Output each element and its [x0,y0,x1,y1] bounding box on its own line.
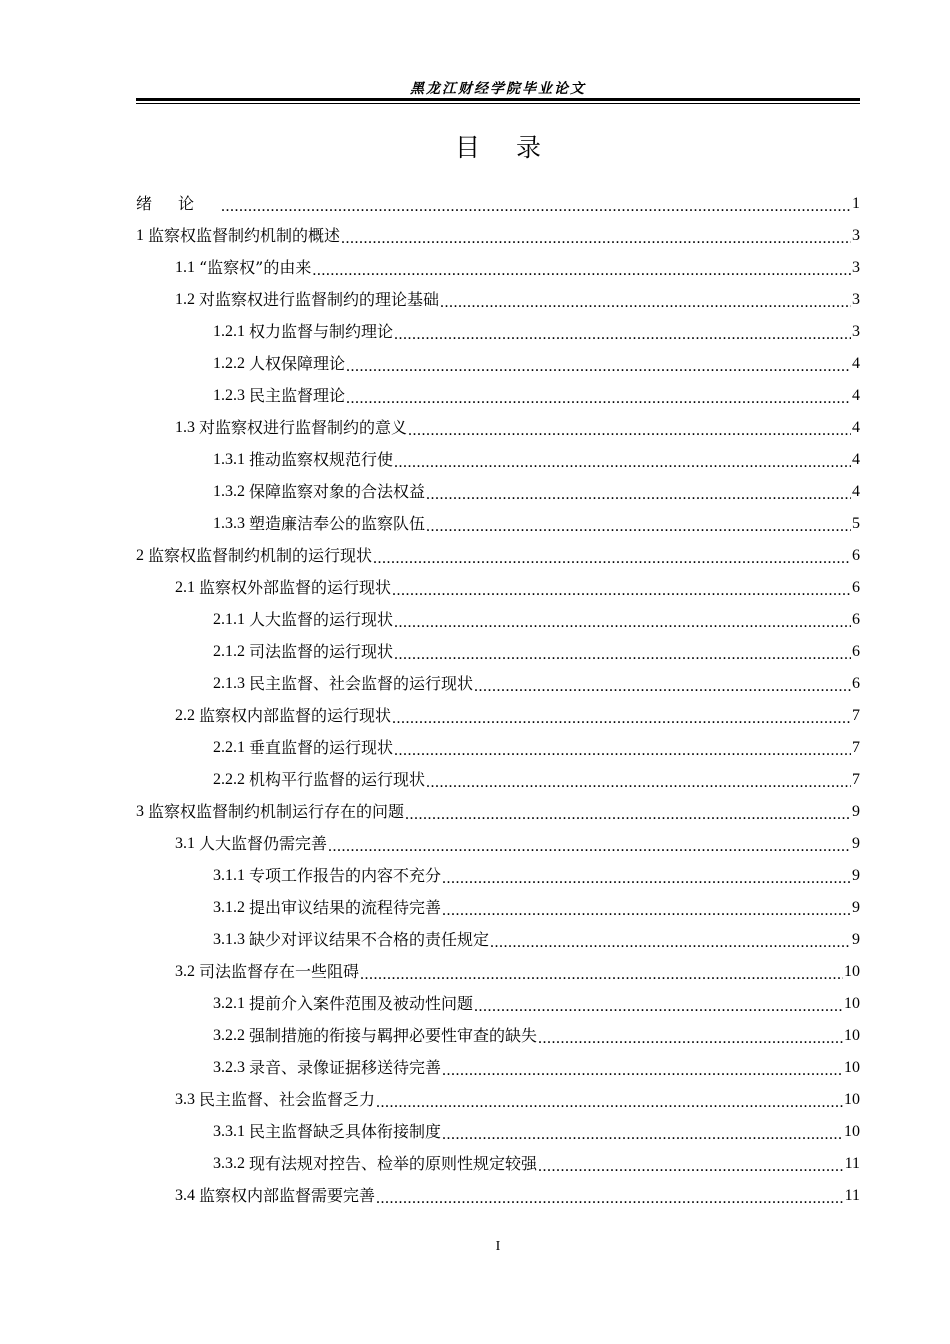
toc-entry[interactable] [136,1116,860,1148]
toc-leader-dots [394,735,851,767]
toc-entry-page: 9 [852,835,860,852]
toc-entry-page: 4 [852,355,860,372]
toc-entry-text: 人权保障理论 [249,354,346,373]
toc-leader-dots [538,1023,843,1055]
toc-entry-text: 民主监督理论 [249,386,346,405]
toc-entry-text: 民主监督缺乏具体衔接制度 [249,1122,442,1141]
toc-entry-page: 4 [852,451,860,468]
toc-entry-number: 3.2.2 [213,1027,249,1044]
toc-entry[interactable] [136,220,860,252]
toc-entry-page: 9 [852,803,860,820]
toc-entry[interactable] [136,1052,860,1084]
toc-entry-page: 10 [844,1059,860,1076]
toc-entry-text: 司法监督的运行现状 [249,642,394,661]
toc-entry[interactable] [136,988,860,1020]
toc-entry-text: 监察权内部监督的运行现状 [199,706,392,725]
toc-entry-number: 3.3.1 [213,1123,249,1140]
toc-entry[interactable] [136,764,860,796]
toc-entry-page: 9 [852,931,860,948]
toc-leader-dots [394,607,851,639]
toc-entry[interactable] [136,668,860,700]
toc-entry[interactable] [136,444,860,476]
toc-entry-number: 3.1.1 [213,867,249,884]
toc-leader-dots [346,351,851,383]
toc-entry[interactable] [136,540,860,572]
toc-entry-text: 推动监察权规范行使 [249,450,394,469]
toc-entry[interactable] [136,252,860,284]
toc-entry-page: 6 [852,611,860,628]
toc-leader-dots [426,767,851,799]
toc-entry-text: 提出审议结果的流程待完善 [249,898,442,917]
toc-entry-text: 缺少对评议结果不合格的责任规定 [249,930,490,949]
toc-leader-dots [394,447,851,479]
toc-entry-page: 3 [852,291,860,308]
toc-entry-page: 6 [852,547,860,564]
page-number: I [495,1239,501,1254]
toc-entry-page: 7 [852,739,860,756]
toc-leader-dots [440,287,851,319]
toc-entry[interactable] [136,1148,860,1180]
toc-entry[interactable] [136,1020,860,1052]
toc-entry-number: 1.3.1 [213,451,249,468]
toc-leader-dots [408,415,851,447]
toc-leader-dots [392,703,851,735]
toc-entry-number: 1.2 [175,291,199,308]
toc-entry-page: 11 [844,1155,860,1172]
toc-entry-page: 6 [852,643,860,660]
toc-entry-number: 2.1.2 [213,643,249,660]
toc-entry[interactable] [136,348,860,380]
toc-entry-text: 录音、录像证据移送待完善 [249,1058,442,1077]
toc-entry-page: 6 [852,675,860,692]
toc-entry[interactable] [136,572,860,604]
toc-entry-text: 现有法规对控告、检举的原则性规定较强 [249,1154,538,1173]
toc-entry-number: 1.1 [175,259,199,276]
toc-entry-number: 2.2.2 [213,771,249,788]
toc-entry-text: 民主监督、社会监督乏力 [199,1090,376,1109]
toc-entry-number: 1.2.1 [213,323,249,340]
toc-entry-number: 3.3.2 [213,1155,249,1172]
toc-entry-number: 1.3.3 [213,515,249,532]
toc-entry-text: 塑造廉洁奉公的监察队伍 [249,514,426,533]
header-rule-thick [136,98,860,101]
toc-entry[interactable] [136,828,860,860]
toc-leader-dots [376,1183,844,1215]
toc-entry-page: 11 [844,1187,860,1204]
toc-entry-number: 2.1.3 [213,675,249,692]
toc-entry-number: 1.3.2 [213,483,249,500]
toc-leader-dots [392,575,851,607]
toc-entry-page: 4 [852,419,860,436]
toc-entry-number: 3.2 [175,963,199,980]
toc-entry-number: 3.1.2 [213,899,249,916]
toc-entry-number: 3.1.3 [213,931,249,948]
toc-entry-text: 人大监督仍需完善 [199,834,328,853]
toc-leader-dots [346,383,851,415]
toc-leader-dots [221,191,851,223]
toc-entry-page: 6 [852,579,860,596]
toc-leader-dots [328,831,851,863]
toc-entry-text: 司法监督存在一些阻碍 [199,962,360,981]
toc-entry-text: 监察权监督制约机制的运行现状 [148,546,373,565]
toc-leader-dots [360,959,843,991]
toc-entry-page: 10 [844,963,860,980]
toc-entry-text: 绪论 [136,194,221,213]
toc-entry-number: 3 [136,803,148,820]
toc-entry-page: 9 [852,867,860,884]
toc-entry-page: 10 [844,995,860,1012]
toc-leader-dots [426,479,851,511]
toc-entry-number: 1.2.2 [213,355,249,372]
toc-entry-text: 民主监督、社会监督的运行现状 [249,674,474,693]
table-of-contents [136,188,860,1212]
toc-entry[interactable] [136,1180,860,1212]
toc-entry-page: 3 [852,259,860,276]
toc-entry[interactable] [136,700,860,732]
document-header: 黑龙江财经学院毕业论文 [410,81,586,97]
toc-entry-text: 对监察权进行监督制约的意义 [199,418,408,437]
toc-leader-dots [376,1087,843,1119]
toc-entry-page: 7 [852,771,860,788]
toc-leader-dots [442,1055,843,1087]
toc-entry-page: 3 [852,323,860,340]
toc-entry-page: 10 [844,1027,860,1044]
toc-entry-number: 1.3 [175,419,199,436]
toc-leader-dots [442,895,851,927]
header-rule-thin [136,103,860,104]
toc-leader-dots [394,639,851,671]
toc-entry-page: 1 [852,195,860,212]
toc-entry-number: 1 [136,227,148,244]
toc-entry[interactable] [136,636,860,668]
toc-entry-number: 2.2 [175,707,199,724]
toc-entry-text: 权力监督与制约理论 [249,322,394,341]
toc-entry-text: 对监察权进行监督制约的理论基础 [199,290,440,309]
toc-entry[interactable] [136,956,860,988]
toc-entry-text: 监察权内部监督需要完善 [199,1186,376,1205]
toc-entry-number: 3.1 [175,835,199,852]
toc-entry-text: 人大监督的运行现状 [249,610,394,629]
toc-entry-page: 4 [852,483,860,500]
toc-entry[interactable] [136,604,860,636]
toc-entry-text: 垂直监督的运行现状 [249,738,394,757]
toc-leader-dots [474,671,851,703]
toc-leader-dots [474,991,843,1023]
toc-entry-page: 10 [844,1123,860,1140]
toc-leader-dots [312,255,851,287]
toc-entry[interactable] [136,284,860,316]
toc-leader-dots [426,511,851,543]
toc-leader-dots [442,1119,843,1151]
toc-entry-number: 3.4 [175,1187,199,1204]
toc-entry-number: 3.2.3 [213,1059,249,1076]
toc-leader-dots [538,1151,844,1183]
toc-entry-text: 监察权外部监督的运行现状 [199,578,392,597]
toc-leader-dots [442,863,851,895]
toc-entry[interactable] [136,924,860,956]
toc-entry[interactable] [136,412,860,444]
toc-leader-dots [373,543,851,575]
toc-entry-text: 专项工作报告的内容不充分 [249,866,442,885]
toc-entry-text: 提前介入案件范围及被动性问题 [249,994,474,1013]
toc-entry-page: 7 [852,707,860,724]
toc-entry[interactable] [136,316,860,348]
toc-entry-number: 3.3 [175,1091,199,1108]
toc-entry-page: 5 [852,515,860,532]
toc-title: 目录 [454,133,577,162]
toc-entry-text: 监察权监督制约机制运行存在的问题 [148,802,405,821]
toc-entry-text: 强制措施的衔接与羁押必要性审查的缺失 [249,1026,538,1045]
toc-entry[interactable] [136,796,860,828]
toc-entry-text: 监察权监督制约机制的概述 [148,226,341,245]
toc-entry-page: 10 [844,1091,860,1108]
toc-entry-text: 保障监察对象的合法权益 [249,482,426,501]
toc-leader-dots [341,223,851,255]
toc-entry-page: 9 [852,899,860,916]
toc-leader-dots [490,927,851,959]
toc-entry-number: 1.2.3 [213,387,249,404]
toc-entry-number: 2 [136,547,148,564]
toc-entry[interactable] [136,892,860,924]
toc-entry-text: “监察权”的由来 [199,258,312,277]
toc-entry-number: 2.2.1 [213,739,249,756]
toc-entry[interactable] [136,508,860,540]
toc-entry-number: 2.1.1 [213,611,249,628]
toc-entry-text: 机构平行监督的运行现状 [249,770,426,789]
toc-leader-dots [394,319,851,351]
toc-entry[interactable] [136,732,860,764]
toc-entry-number: 3.2.1 [213,995,249,1012]
toc-entry[interactable] [136,860,860,892]
toc-entry-page: 4 [852,387,860,404]
toc-entry[interactable] [136,380,860,412]
toc-leader-dots [405,799,851,831]
toc-entry[interactable] [136,188,860,220]
toc-entry-number: 2.1 [175,579,199,596]
toc-entry[interactable] [136,476,860,508]
toc-entry-page: 3 [852,227,860,244]
toc-entry[interactable] [136,1084,860,1116]
